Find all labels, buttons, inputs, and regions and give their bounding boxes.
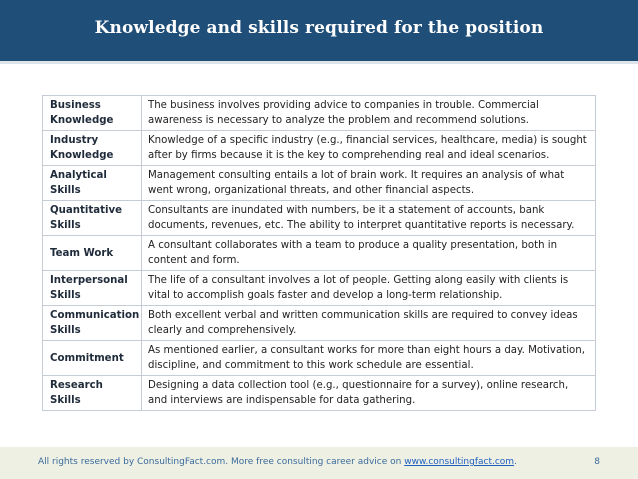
footer-suffix: . [514, 457, 517, 467]
table-row [43, 201, 596, 236]
skill-description: As mentioned earlier, a consultant works for more than eight hours a day. Motivation, discipline, and commitment to this work schedule are essential. [142, 341, 596, 376]
skill-label: Research Skills [43, 376, 142, 411]
skills-table [42, 95, 596, 411]
skill-label: Interpersonal Skills [43, 271, 142, 306]
skill-label: Commitment [43, 341, 142, 376]
skill-description: Management consulting entails a lot of brain work. It requires an analysis of what went wrong, organizational threats, and other financial aspects. [142, 166, 596, 201]
skill-label: Team Work [43, 236, 142, 271]
skill-description: A consultant collaborates with a team to produce a quality presentation, both in content and form. [142, 236, 596, 271]
skill-description: Knowledge of a specific industry (e.g., financial services, healthcare, media) is sought after by firms because it is the key to comprehending real and ideal scenarios. [142, 131, 596, 166]
table-row [43, 166, 596, 201]
slide-title: Knowledge and skills required for the position [94, 18, 544, 38]
table-row [43, 271, 596, 306]
table-row [43, 131, 596, 166]
table-row [43, 376, 596, 411]
footer-link[interactable]: www.consultingfact.com [404, 457, 515, 467]
footer-copyright [38, 457, 517, 467]
skill-label: Industry Knowledge [43, 131, 142, 166]
skill-description: Both excellent verbal and written communication skills are required to convey ideas clearly and comprehensively. [142, 306, 596, 341]
table-row [43, 96, 596, 131]
footer-text: All rights reserved by ConsultingFact.com. More free consulting career advice on [38, 457, 405, 467]
slide-header [0, 0, 638, 64]
skill-description: The life of a consultant involves a lot of people. Getting along easily with clients is vital to accomplish goals faster and develop a long-term relationship. [142, 271, 596, 306]
slide-footer [0, 447, 638, 479]
table-row [43, 306, 596, 341]
skill-description: Consultants are inundated with numbers, be it a statement of accounts, bank documents, revenues, etc. The ability to interpret quantitative reports is necessary. [142, 201, 596, 236]
table-row [43, 341, 596, 376]
skill-description: The business involves providing advice to companies in trouble. Commercial awareness is necessary to analyze the problem and recommend solutions. [142, 96, 596, 131]
skill-description: Designing a data collection tool (e.g., questionnaire for a survey), online research, and interviews are indispensable for data gathering. [142, 376, 596, 411]
table-row [43, 236, 596, 271]
skill-label: Quantitative Skills [43, 201, 142, 236]
skill-label: Business Knowledge [43, 96, 142, 131]
page-number: 8 [594, 457, 600, 467]
skill-label: Communication Skills [43, 306, 142, 341]
skill-label: Analytical Skills [43, 166, 142, 201]
